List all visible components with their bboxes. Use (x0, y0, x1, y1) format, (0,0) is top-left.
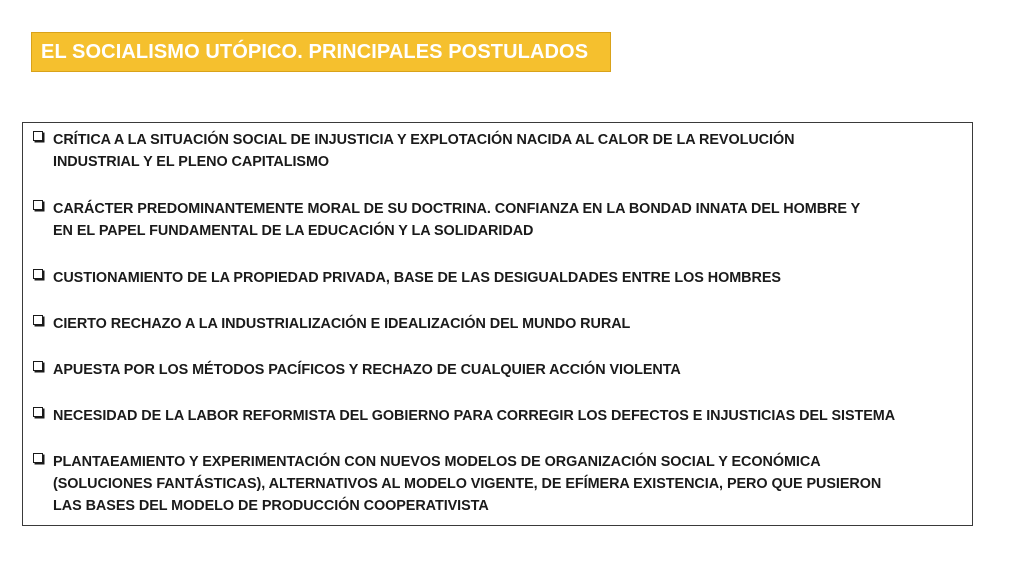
list-item (32, 313, 964, 335)
list-item-text: CIERTO RECHAZO A LA INDUSTRIALIZACIÓN E IDEALIZACIÓN DEL MUNDO RURAL (53, 316, 631, 332)
list-item-text: APUESTA POR LOS MÉTODOS PACÍFICOS Y RECHAZO DE CUALQUIER ACCIÓN VIOLENTA (53, 362, 681, 378)
checkbox-icon (33, 407, 43, 417)
list-item-text: NECESIDAD DE LA LABOR REFORMISTA DEL GOBIERNO PARA CORREGIR LOS DEFECTOS E INJUSTICIAS DEL SISTEMA (53, 408, 896, 424)
postulates-box (22, 122, 973, 526)
list-item (32, 405, 964, 427)
list-item-text: CRÍTICA A LA SITUACIÓN SOCIAL DE INJUSTICIA Y EXPLOTACIÓN NACIDA AL CALOR DE LA REVOLUCIÓN INDUSTRIAL Y EL PLENO CAPITALISMO (53, 132, 795, 170)
list-item (32, 451, 964, 517)
checkbox-icon (33, 200, 43, 210)
checkbox-icon (33, 361, 43, 371)
checkbox-icon (33, 269, 43, 279)
list-item (32, 359, 964, 381)
list-item (32, 267, 964, 289)
checkbox-icon (33, 131, 43, 141)
title-banner (31, 32, 611, 72)
list-item-text: PLANTAEAMIENTO Y EXPERIMENTACIÓN CON NUEVOS MODELOS DE ORGANIZACIÓN SOCIAL Y ECONÓMICA (SOLUCIONES FANTÁSTICAS), ALTERNATIVOS AL MODELO VIGENTE, DE EFÍMERA EXISTENCIA, PERO QUE PUSIERON LAS BASES DEL MODELO DE PRODUCCIÓN COOPERATIVISTA (53, 454, 882, 514)
page-title: EL SOCIALISMO UTÓPICO. PRINCIPALES POSTULADOS (41, 40, 589, 63)
list-item (32, 129, 964, 173)
checkbox-icon (33, 453, 43, 463)
list-item (32, 198, 964, 242)
list-item-text: CUSTIONAMIENTO DE LA PROPIEDAD PRIVADA, BASE DE LAS DESIGUALDADES ENTRE LOS HOMBRES (53, 270, 781, 286)
checkbox-icon (33, 315, 43, 325)
list-item-text: CARÁCTER PREDOMINANTEMENTE MORAL DE SU DOCTRINA. CONFIANZA EN LA BONDAD INNATA DEL HOMBRE Y EN EL PAPEL FUNDAMENTAL DE LA EDUCACIÓN Y LA SOLIDARIDAD (53, 201, 861, 239)
